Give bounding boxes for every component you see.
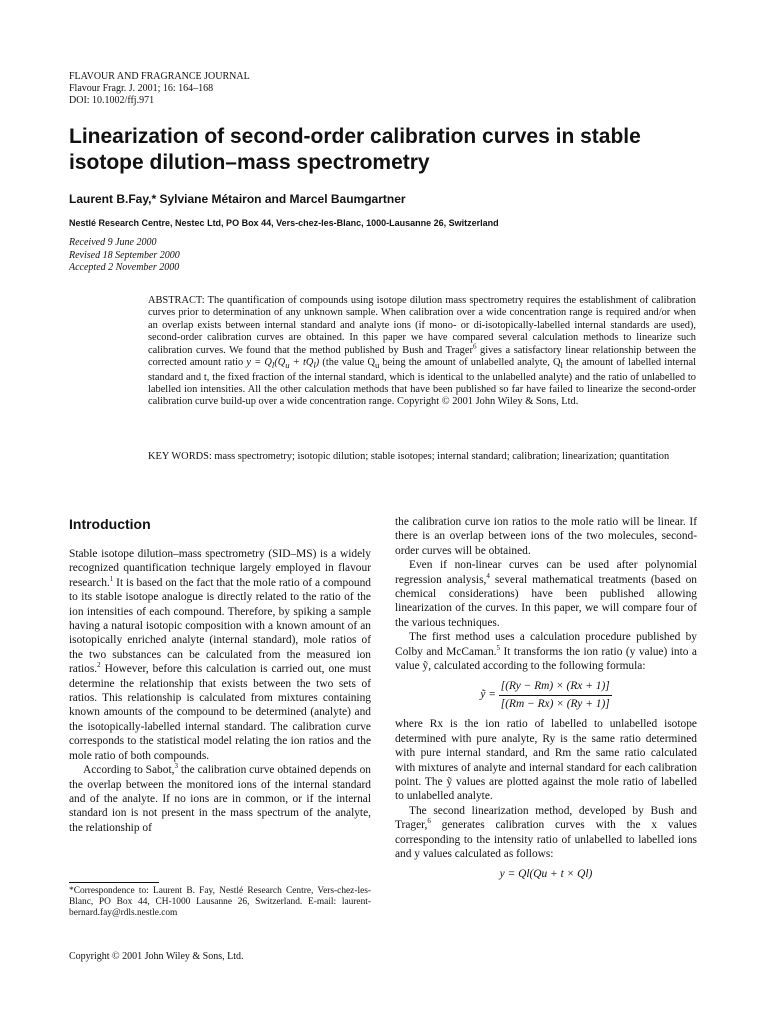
keywords: KEY WORDS: mass spectrometry; isotopic dilution; stable isotopes; internal standard; calibration; linearization; quantitation bbox=[148, 451, 670, 462]
journal-header bbox=[69, 71, 250, 107]
doi: DOI: 10.1002/ffj.971 bbox=[69, 95, 155, 106]
date-accepted: Accepted 2 November 2000 bbox=[69, 262, 180, 273]
affiliation: Nestlé Research Centre, Nestec Ltd, PO Box 44, Vers-chez-les-Blanc, 1000-Lausanne 26, Switzerland bbox=[69, 218, 499, 228]
dates bbox=[69, 237, 180, 275]
journal-citation: Flavour Fragr. J. 2001; 16: 164–168 bbox=[69, 83, 214, 94]
authors: Laurent B.Fay,* Sylviane Métairon and Marcel Baumgartner bbox=[69, 192, 406, 206]
reference-6[interactable]: 6 bbox=[472, 342, 477, 351]
date-revised: Revised 18 September 2000 bbox=[69, 249, 180, 261]
reference-2[interactable]: 2 bbox=[97, 661, 101, 670]
right-paragraph-5: The second linearization method, developed by Bush and Trager,$^6$ generates calibration curves with the x values corresponding to the intensity ratio of unlabelled to labelled ions and y values calculated as follows: bbox=[395, 804, 697, 860]
equation-numerator: [(Ry − Rm) × (Rx + 1)] bbox=[499, 679, 612, 695]
reference-5[interactable]: 5 bbox=[496, 643, 501, 652]
correspondence-footnote: *Correspondence to: Laurent B. Fay, Nestlé Research Centre, Vers-chez-les-Blanc, PO Box 44, CH-1000 Lausanne 26, Switzerland. E-mail: laurent-bernard.fay@rdls.nestle.com bbox=[69, 886, 371, 918]
section-heading-introduction: Introduction bbox=[69, 516, 151, 532]
right-paragraph-3: The first method uses a calculation procedure published by Colby and McCaman.$^5$ It transforms the ion ratio (y value) into a value ỹ, calculated according to the following formula: bbox=[395, 631, 697, 673]
journal-name: FLAVOUR AND FRAGRANCE JOURNAL bbox=[69, 71, 250, 82]
intro-paragraph-2: According to Sabot,$^3$ the calibration curve obtained depends on the overlap between the monitored ions of the internal standard and of the analyte. If no ions are in common, or if the internal standard ion is not present in the mass spectrum of the analyte, the relationship of bbox=[69, 762, 371, 834]
left-column bbox=[69, 515, 371, 835]
intro-paragraph-1: Stable isotope dilution–mass spectrometry (SID–MS) is a widely recognized quantification technique largely employed in flavour research.$^1$ It is based on the fact that the mole ratio of a compound to its stable isotope analogue is directly related to the ratio of the ion intensities of each compound. Therefore, by spiking a sample having a natural isotopic composition with a known amount of an isotopically enriched analyte (internal standard), mole ratios of the two substances can be calculated from the measured ion ratios.$^2$ However, before this calculation is carried out, one must determine the relationship that exists between the two sets of ratios. This relationship is calculated from mixtures containing known amounts of the compound to be determined (analyte) and the isotopically-labelled internal standard. The calibration curve corresponds to the statistical model relating the ion ratios and the mole ratio of both compounds. bbox=[69, 548, 371, 762]
footnote-divider bbox=[69, 882, 159, 883]
abstract: ABSTRACT: The quantification of compounds using isotope dilution mass spectrometry requires the establishment of calibration curves prior to determination of any unknown sample. When calibration over a wide concentration range is required and/or when an overlap exists between internal standard and analyte ions (if mono- or di-isotopically-labelled internal standards are used), second-order calibration curves are obtained. In this paper we have compared several calculation methods to linearize such calibration curves. We found that the method published by Bush and Trager$^6$ gives a satisfactory linear relationship between the corrected amount ratio $y = Q_l(Q_u + tQ_l)$ (the value $Q_u$ being the amount of unlabelled analyte, $Q_l$ the amount of labelled internal standard and t, the fixed fraction of the internal standard, which is identical to the unlabelled analyte) and the ratio of unlabelled to labelled ion intensities. All the other calculation methods that have been published so far have failed to linearize the second-order calibration curve build-up over a wide concentration range. Copyright © 2001 John Wiley & Sons, Ltd. bbox=[148, 295, 696, 408]
equation-colby-mccaman bbox=[395, 679, 697, 711]
copyright: Copyright © 2001 John Wiley & Sons, Ltd. bbox=[69, 951, 244, 962]
equation-denominator: [(Rm − Rx) × (Ry + 1)] bbox=[500, 697, 610, 710]
reference-1[interactable]: 1 bbox=[109, 575, 114, 584]
right-paragraph-1: the calibration curve ion ratios to the mole ratio will be linear. If there is an overlap between ions of the two molecules, second-order curves will be obtained. bbox=[395, 516, 697, 557]
equation-bush-trager: y = Ql(Qu + t × Ql) bbox=[499, 868, 593, 881]
right-paragraph-2: Even if non-linear curves can be used after polynomial regression analysis,$^4$ several mathematical treatments (based on chemical considerations) have been published allowing linearization of the curves. In this paper, we will compare four of the various techniques. bbox=[395, 559, 697, 629]
reference-6b[interactable]: 6 bbox=[427, 817, 431, 826]
paper-title: Linearization of second-order calibration curves in stable isotope dilution–mass spectrometry bbox=[69, 125, 641, 174]
date-received: Received 9 June 2000 bbox=[69, 237, 157, 248]
right-column bbox=[395, 515, 697, 888]
reference-3[interactable]: 3 bbox=[174, 762, 178, 771]
equation-lhs: ỹ = bbox=[480, 688, 496, 701]
reference-4[interactable]: 4 bbox=[486, 571, 490, 580]
right-paragraph-4: where Rx is the ion ratio of labelled to unlabelled isotope determined with pure analyte, Ry is the same ratio determined with pure internal standard, and Rm the same ratio calculated with mixtures of analyte and internal standard for each calibration point. The ỹ values are plotted against the mole ratio of labelled to unlabelled analyte. bbox=[395, 718, 697, 803]
